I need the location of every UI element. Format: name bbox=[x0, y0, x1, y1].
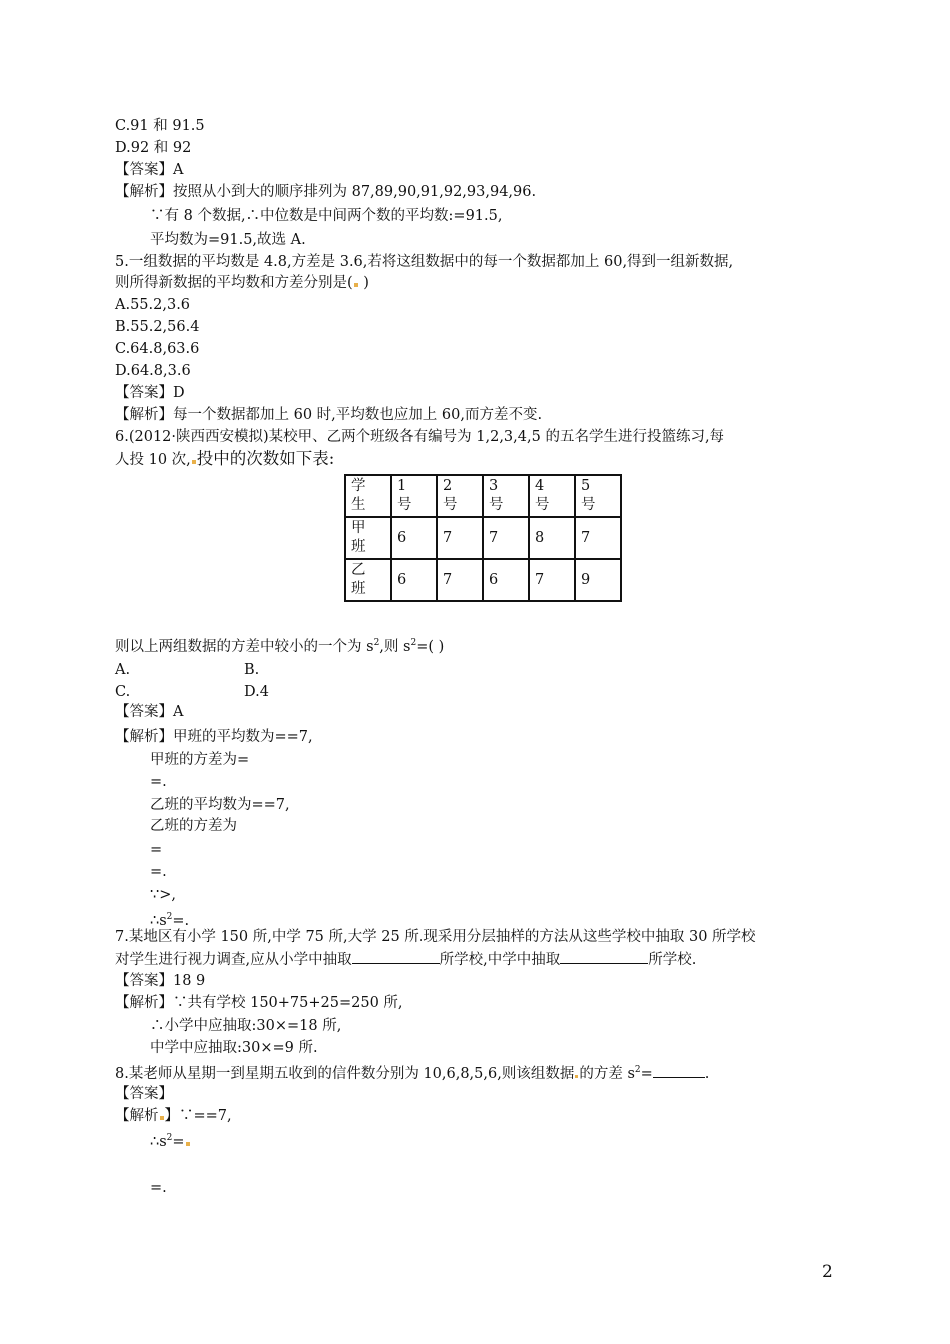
prompt-text: =( ) bbox=[416, 639, 445, 655]
question-7-stem: 所学校. bbox=[648, 952, 697, 968]
stray-mark bbox=[354, 283, 358, 287]
table-cell: 学 生 bbox=[345, 475, 391, 517]
question-8-stem: = bbox=[640, 1066, 653, 1082]
analysis-line: ∵>, bbox=[150, 887, 176, 903]
question-5-text: 5.一组数据的平均数是 4.8,方差是 3.6,若将这组数据中的每一个数据都加上 60,得到一组新数据, bbox=[115, 254, 734, 270]
question-7-text: 7.某地区有小学 150 所,中学 75 所,大学 25 所.现采用分层抽样的方法从这些学校中抽取 30 所学校 bbox=[115, 929, 756, 945]
stray-mark bbox=[186, 1142, 190, 1146]
option-d-line: D.4 bbox=[244, 684, 269, 700]
table-cell: 甲 班 bbox=[345, 517, 391, 559]
table-cell: 4 号 bbox=[529, 475, 575, 517]
page-number: 2 bbox=[822, 1262, 833, 1282]
answer-line: 【答案】A bbox=[115, 162, 184, 178]
table-cell: 7 bbox=[437, 517, 483, 559]
analysis-line: 中学中应抽取:30×=9 所. bbox=[150, 1040, 318, 1056]
table-cell: 5 号 bbox=[575, 475, 621, 517]
answer-line: 【答案】18 9 bbox=[115, 973, 206, 989]
option-a-line: A. bbox=[115, 662, 131, 678]
question-8-stem: . bbox=[704, 1066, 710, 1082]
analysis-text: 】∵==7, bbox=[164, 1108, 232, 1124]
table-cell: 乙 班 bbox=[345, 559, 391, 601]
superscript: 2 bbox=[166, 1133, 173, 1143]
answer-blank bbox=[560, 949, 648, 964]
analysis-text: =. bbox=[172, 913, 190, 929]
analysis-line: 乙班的方差为 bbox=[150, 818, 237, 834]
question-8-stem: 8.某老师从星期一到星期五收到的信件数分别为 10,6,8,5,6,则该组数据 bbox=[115, 1066, 575, 1082]
table-cell: 2 号 bbox=[437, 475, 483, 517]
question-6-stem: 投中的次数如下表: bbox=[196, 449, 335, 468]
question-6-stem: 人投 10 次, bbox=[115, 452, 191, 468]
analysis-line: 【解析】甲班的平均数为==7, bbox=[115, 729, 313, 745]
table-cell: 7 bbox=[529, 559, 575, 601]
answer-line: 【答案】D bbox=[115, 385, 185, 401]
analysis-line: =. bbox=[150, 864, 167, 880]
table-cell: 7 bbox=[575, 517, 621, 559]
question-5-stem: 则所得新数据的平均数和方差分别是( bbox=[115, 275, 353, 291]
score-table bbox=[344, 474, 622, 602]
superscript: 2 bbox=[410, 638, 417, 648]
option-d-line: D.92 和 92 bbox=[115, 140, 192, 156]
analysis-line: 【解析】每一个数据都加上 60 时,平均数也应加上 60,而方差不变. bbox=[115, 407, 543, 423]
answer-blank bbox=[352, 949, 440, 964]
superscript: 2 bbox=[373, 638, 380, 648]
question-6-text bbox=[115, 449, 334, 470]
table-cell: 7 bbox=[483, 517, 529, 559]
option-c-line: C. bbox=[115, 684, 131, 700]
table-cell: 9 bbox=[575, 559, 621, 601]
table-cell: 8 bbox=[529, 517, 575, 559]
option-b-line: B.55.2,56.4 bbox=[115, 319, 200, 335]
answer-line: 【答案】 bbox=[115, 1086, 173, 1102]
analysis-text: ∴s bbox=[150, 1134, 167, 1150]
option-c-line: C.64.8,63.6 bbox=[115, 341, 200, 357]
stray-mark bbox=[575, 1075, 578, 1078]
analysis-text: = bbox=[172, 1134, 185, 1150]
stray-mark bbox=[160, 1116, 164, 1120]
prompt-text: ,则 s bbox=[379, 639, 411, 655]
question-6-text: 6.(2012·陕西西安模拟)某校甲、乙两个班级各有编号为 1,2,3,4,5 的五名学生进行投篮练习,每 bbox=[115, 429, 725, 445]
analysis-line: 乙班的平均数为==7, bbox=[150, 797, 290, 813]
option-d-line: D.64.8,3.6 bbox=[115, 363, 191, 379]
question-7-text bbox=[115, 949, 696, 970]
superscript: 2 bbox=[634, 1065, 641, 1075]
question-6-prompt bbox=[115, 633, 444, 657]
question-7-stem: 所学校,中学中抽取 bbox=[439, 952, 561, 968]
analysis-text: ∴s bbox=[150, 913, 167, 929]
question-5-text bbox=[115, 273, 369, 293]
option-c-line: C.91 和 91.5 bbox=[115, 118, 205, 134]
answer-blank bbox=[653, 1063, 705, 1078]
analysis-line bbox=[150, 1128, 191, 1152]
analysis-text: 【解析 bbox=[115, 1108, 159, 1124]
table-row bbox=[345, 559, 621, 601]
table-header-row bbox=[345, 475, 621, 517]
table-cell: 1 号 bbox=[391, 475, 437, 517]
table-cell: 6 bbox=[391, 517, 437, 559]
question-8-text bbox=[115, 1060, 709, 1084]
analysis-line: 甲班的方差为= bbox=[150, 752, 250, 768]
table-cell: 6 bbox=[483, 559, 529, 601]
analysis-line: = bbox=[150, 842, 163, 858]
question-8-stem: 的方差 s bbox=[579, 1066, 635, 1082]
analysis-line bbox=[115, 1106, 232, 1126]
table-row bbox=[345, 517, 621, 559]
table-cell: 3 号 bbox=[483, 475, 529, 517]
stray-mark bbox=[192, 460, 196, 464]
analysis-line: 【解析】∵共有学校 150+75+25=250 所, bbox=[115, 995, 403, 1011]
prompt-text: 则以上两组数据的方差中较小的一个为 s bbox=[115, 639, 374, 655]
option-b-line: B. bbox=[244, 662, 260, 678]
analysis-line: ∴小学中应抽取:30×=18 所, bbox=[150, 1018, 342, 1034]
analysis-line: 【解析】按照从小到大的顺序排列为 87,89,90,91,92,93,94,96. bbox=[115, 184, 537, 200]
analysis-line: 平均数为=91.5,故选 A. bbox=[150, 232, 306, 248]
analysis-line: ∵有 8 个数据,∴中位数是中间两个数的平均数:=91.5, bbox=[150, 208, 503, 224]
table-cell: 7 bbox=[437, 559, 483, 601]
answer-line: 【答案】A bbox=[115, 704, 184, 720]
table-cell: 6 bbox=[391, 559, 437, 601]
analysis-line: =. bbox=[150, 774, 167, 790]
answer-bracket: ) bbox=[358, 275, 369, 291]
question-7-stem: 对学生进行视力调查,应从小学中抽取 bbox=[115, 952, 352, 968]
superscript: 2 bbox=[166, 912, 173, 922]
option-a-line: A.55.2,3.6 bbox=[115, 297, 191, 313]
analysis-line: =. bbox=[150, 1180, 167, 1196]
